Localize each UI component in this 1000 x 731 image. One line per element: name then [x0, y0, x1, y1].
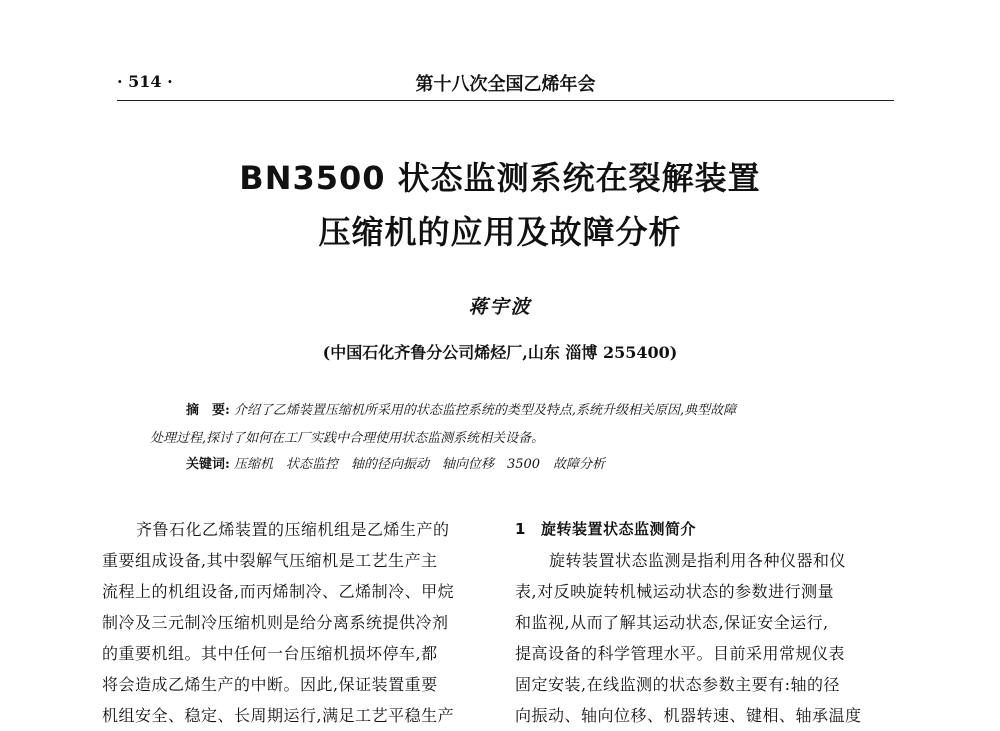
section-heading [515, 514, 910, 545]
page-header [117, 70, 894, 101]
paper-title-line-1: BN3500 状态监测系统在裂解装置 [239, 159, 761, 197]
body-line: 流程上的机组设备,而丙烯制冷、乙烯制冷、甲烷 [102, 582, 455, 601]
body-line: 的重要机组。其中任何一台压缩机损坏停车,都 [102, 644, 438, 663]
paper-title-line-2: 压缩机的应用及故障分析 [318, 213, 682, 251]
author-affiliation: (中国石化齐鲁分公司烯烃厂,山东 淄博 255400) [322, 343, 678, 362]
abstract-label: 摘 要: [186, 403, 230, 418]
body-left-column [102, 514, 497, 731]
body-line: 重要组成设备,其中裂解气压缩机是工艺生产主 [102, 551, 438, 570]
abstract-line [150, 397, 850, 425]
abstract-text-2: 处理过程,探讨了如何在工厂实践中合理使用状态监测系统相关设备。 [150, 431, 545, 446]
body-line: 将会造成乙烯生产的中断。因此,保证装置重要 [102, 675, 438, 694]
keywords-label: 关键词: [186, 457, 230, 472]
section-number: 1 [515, 520, 526, 538]
body-line: 提高设备的科学管理水平。目前采用常规仪表 [515, 644, 846, 663]
keywords [186, 453, 605, 472]
body-line: 和监视,从而了解其运动状态,保证安全运行, [515, 613, 829, 632]
journal-title: 第十八次全国乙烯年会 [415, 74, 596, 95]
body-line: 机组安全、稳定、长周期运行,满足工艺平稳生产 [102, 706, 455, 725]
keywords-text: 压缩机 状态监控 轴的径向振动 轴向位移 3500 故障分析 [233, 457, 606, 472]
author-name: 蒋宇波 [468, 296, 532, 318]
section-title: 旋转装置状态监测简介 [541, 520, 697, 538]
body-line: 向振动、轴向位移、机器转速、键相、轴承温度 [515, 706, 862, 725]
body-line: 齐鲁石化乙烯装置的压缩机组是乙烯生产的 [136, 520, 450, 539]
page-number: · 514 · [117, 72, 173, 91]
body-line: 制冷及三元制冷压缩机则是给分离系统提供冷剂 [102, 613, 449, 632]
body-right-column [515, 514, 910, 731]
body-line: 表,对反映旋转机械运动状态的参数进行测量 [515, 582, 835, 601]
abstract [150, 397, 850, 453]
body-line: 固定安装,在线监测的状态参数主要有:轴的径 [515, 675, 840, 694]
abstract-text-1: 介绍了乙烯装置压缩机所采用的状态监控系统的类型及特点,系统升级相关原因,典型故障 [233, 403, 737, 418]
body-line: 旋转装置状态监测是指利用各种仪器和仪 [549, 551, 847, 570]
